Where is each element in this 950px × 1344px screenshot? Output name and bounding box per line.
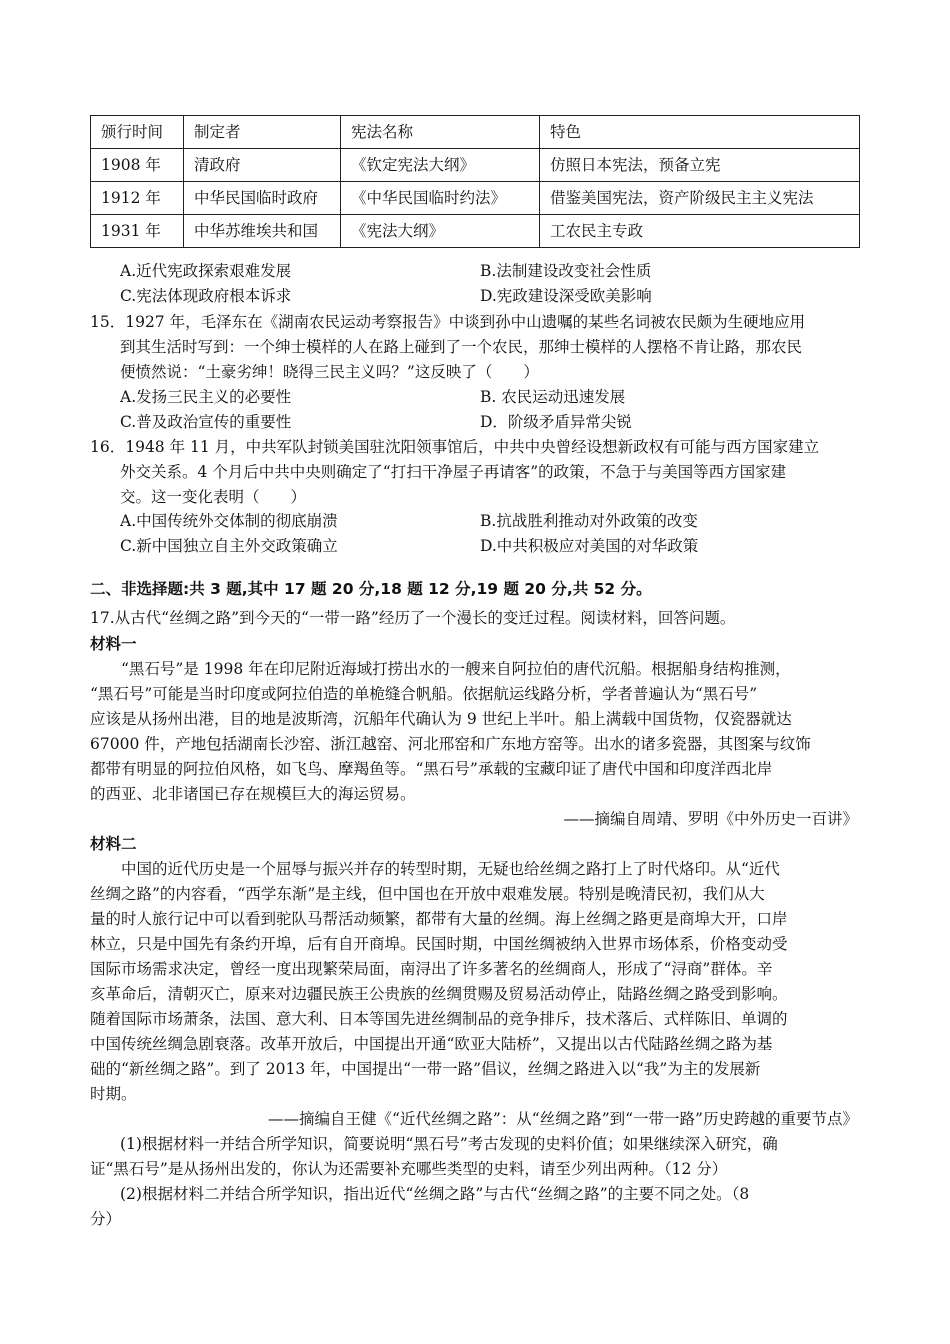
q16-option-a: A.中国传统外交体制的彻底崩溃: [120, 512, 338, 530]
material1-line: 67000 件，产地包括湖南长沙窑、浙江越窑、河北邢窑和广东地方窑等。出水的诸多瓷器，其图案与纹饰: [90, 735, 811, 753]
q15-option-c: C.普及政治宣传的重要性: [120, 413, 292, 431]
material2-line: 中国传统丝绸急剧衰落。改革开放后，中国提出开通“欧亚大陆桥”，又提出以古代陆路丝绸之路为基: [90, 1035, 773, 1053]
q16-stem-line: 16．1948 年 11 月，中共军队封锁美国驻沈阳领事馆后，中共中央曾经设想新政权有可能与西方国家建立: [90, 438, 820, 456]
table-header-cell: 特色: [540, 116, 860, 149]
q17-sub1-line: 证“黑石号”是从扬州出发的，你认为还需要补充哪些类型的史料，请至少列出两种。（12 分）: [90, 1160, 728, 1178]
table-cell: 1931 年: [91, 215, 184, 248]
table-header-cell: 颁行时间: [91, 116, 184, 149]
q17-intro: 17.从古代“丝绸之路”到今天的“一带一路”经历了一个漫长的变迁过程。阅读材料，回答问题。: [90, 609, 736, 627]
material2-title: 材料二: [90, 835, 137, 853]
table-row: [91, 182, 860, 215]
table-cell: 《中华民国临时约法》: [341, 182, 540, 215]
material1-text: [90, 657, 860, 807]
q14-option-a: A.近代宪政探索艰难发展: [120, 262, 292, 280]
q17-sub1-line: (1)根据材料一并结合所学知识，简要说明“黑石号”考古发现的史料价值；如果继续深入研究，确: [120, 1135, 778, 1153]
material2-line: 亥革命后，清朝灭亡，原来对边疆民族王公贵族的丝绸贯赐及贸易活动停止，陆路丝绸之路受到影响。: [90, 985, 788, 1003]
material2-line: 础的“新丝绸之路”。到了 2013 年，中国提出“一带一路”倡议，丝绸之路进入以“我”为主的发展新: [90, 1060, 761, 1078]
material2-line: 随着国际市场萧条，法国、意大利、日本等国先进丝绸制品的竞争排斥，技术落后、式样陈旧、单调的: [90, 1010, 788, 1028]
q16-stem-line: 交。这一变化表明（ ）: [120, 488, 307, 506]
table-cell: 1912 年: [91, 182, 184, 215]
q16-option-c: C.新中国独立自主外交政策确立: [120, 537, 338, 555]
table-cell: 中华民国临时政府: [184, 182, 341, 215]
material1-line: 的西亚、北非诸国已存在规模巨大的海运贸易。: [90, 785, 416, 803]
table-cell: 中华苏维埃共和国: [184, 215, 341, 248]
material2-text: [90, 857, 860, 1107]
table-header-cell: 制定者: [184, 116, 341, 149]
material2-line: 时期。: [90, 1085, 137, 1103]
table-row: [91, 215, 860, 248]
section-heading: 二、非选择题:共 3 题,其中 17 题 20 分,18 题 12 分,19 题 20 分,共 52 分。: [90, 580, 652, 598]
q14-option-b: B.法制建设改变社会性质: [480, 262, 652, 280]
q15-option-b: B. 农民运动迅速发展: [480, 388, 626, 406]
material2-line: 林立，只是中国先有条约开埠，后有自开商埠。民国时期，中国丝绸被纳入世界市场体系，价格变动受: [90, 935, 788, 953]
table-header-row: [91, 116, 860, 149]
material2-line: 丝绸之路”的内容看，“西学东渐”是主线，但中国也在开放中艰难发展。特别是晚清民初，我们从大: [90, 885, 765, 903]
material1-line: “黑石号”可能是当时印度或阿拉伯造的单桅缝合帆船。依据航运线路分析，学者普遍认为“黑石号”: [90, 685, 758, 703]
q14-option-d: D.宪政建设深受欧美影响: [480, 287, 652, 305]
table-cell: 清政府: [184, 149, 341, 182]
constitution-table: [90, 115, 860, 248]
q15-option-d: D．阶级矛盾异常尖锐: [480, 413, 632, 431]
material2-source: ——摘编自王健《“近代丝绸之路”：从“丝绸之路”到“一带一路”历史跨越的重要节点》: [267, 1110, 858, 1128]
q15-stem-line: 到其生活时写到：一个绅士模样的人在路上碰到了一个农民，那绅士模样的人摆格不肯让路，那农民: [120, 338, 803, 356]
q14-option-c: C.宪法体现政府根本诉求: [120, 287, 292, 305]
table-cell: 1908 年: [91, 149, 184, 182]
table-cell: 《宪法大纲》: [341, 215, 540, 248]
material1-source: ——摘编自周靖、罗明《中外历史一百讲》: [563, 810, 858, 828]
material1-title: 材料一: [90, 635, 137, 653]
material1-line: 都带有明显的阿拉伯风格，如飞鸟、摩羯鱼等。“黑石号”承载的宝藏印证了唐代中国和印度洋西北岸: [90, 760, 773, 778]
material2-line: 中国的近代历史是一个屈辱与振兴并存的转型时期，无疑也给丝绸之路打上了时代烙印。从“近代: [121, 860, 780, 878]
q15-option-a: A.发扬三民主义的必要性: [120, 388, 292, 406]
material1-line: 应该是从扬州出港，目的地是波斯湾，沉船年代确认为 9 世纪上半叶。船上满载中国货物，仅瓷器就达: [90, 710, 792, 728]
table-cell: 工农民主专政: [540, 215, 860, 248]
table-row: [91, 149, 860, 182]
material2-line: 量的时人旅行记中可以看到驼队马帮活动频繁，都带有大量的丝绸。海上丝绸之路更是商埠大开，口岸: [90, 910, 788, 928]
q16-option-b: B.抗战胜利推动对外政策的改变: [480, 512, 698, 530]
q15-stem-line: 便愤然说：“土豪劣绅！晓得三民主义吗？”这反映了（ ）: [120, 363, 539, 381]
q16-stem-line: 外交关系。4 个月后中共中央则确定了“打扫干净屋子再请客”的政策，不急于与美国等西方国家建: [120, 463, 787, 481]
table-cell: 《钦定宪法大纲》: [341, 149, 540, 182]
q17-sub2-line: 分）: [90, 1210, 122, 1228]
material2-line: 国际市场需求决定，曾经一度出现繁荣局面，南浔出了许多著名的丝绸商人，形成了“浔商”群体。辛: [90, 960, 773, 978]
table-header-cell: 宪法名称: [341, 116, 540, 149]
q16-option-d: D.中共积极应对美国的对华政策: [480, 537, 699, 555]
table-cell: 仿照日本宪法，预备立宪: [540, 149, 860, 182]
q17-sub2-line: (2)根据材料二并结合所学知识，指出近代“丝绸之路”与古代“丝绸之路”的主要不同之处。（8: [120, 1185, 750, 1203]
table-cell: 借鉴美国宪法，资产阶级民主主义宪法: [540, 182, 860, 215]
material1-line: “黑石号”是 1998 年在印尼附近海域打捞出水的一艘来自阿拉伯的唐代沉船。根据船身结构推测，: [121, 660, 791, 678]
q15-stem-line: 15．1927 年，毛泽东在《湖南农民运动考察报告》中谈到孙中山遗嘱的某些名词被农民颇为生硬地应用: [90, 313, 806, 331]
